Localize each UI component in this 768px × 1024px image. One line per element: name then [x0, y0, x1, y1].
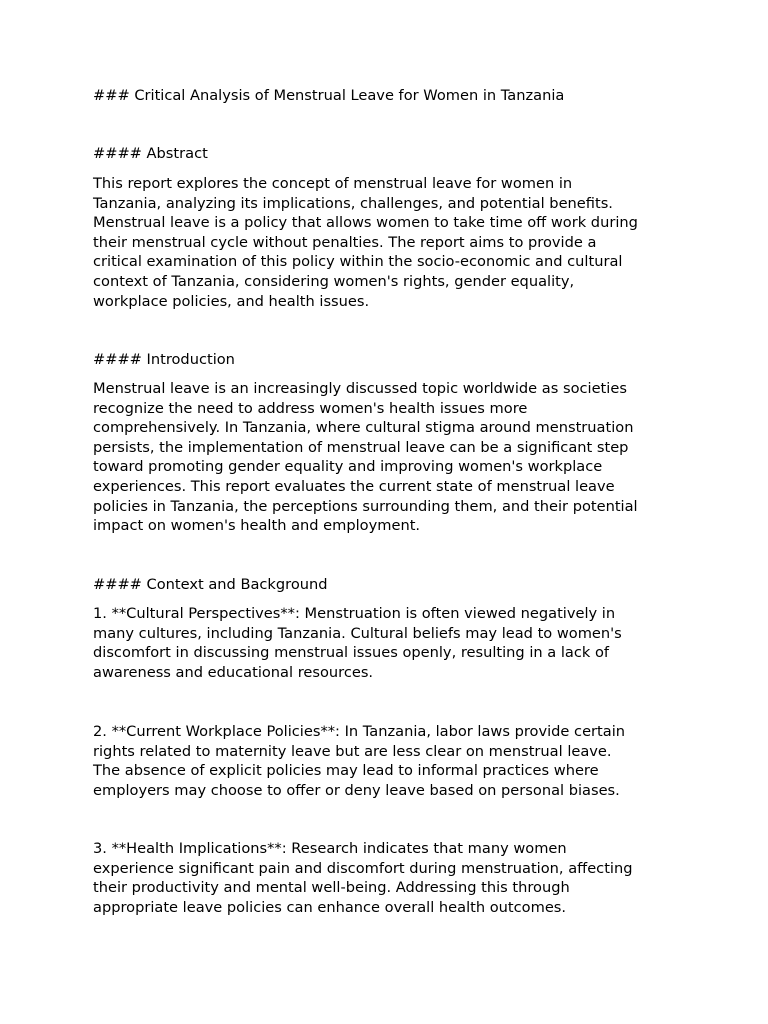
context-item-line: employers may choose to offer or deny leave based on personal biases. [93, 781, 620, 799]
context-heading: #### Context and Background [93, 576, 328, 593]
introduction-line: Menstrual leave is an increasingly discussed topic worldwide as societies [93, 380, 627, 397]
context-item-cultural-perspectives [93, 604, 693, 682]
context-item-workplace-policies [93, 722, 693, 800]
context-item-line: appropriate leave policies can enhance overall health outcomes. [93, 898, 567, 916]
introduction-heading: #### Introduction [93, 351, 235, 368]
context-item-line: discomfort in discussing menstrual issues openly, resulting in a lack of [93, 644, 610, 662]
abstract-line: workplace policies, and health issues. [93, 292, 370, 310]
introduction-line: comprehensively. In Tanzania, where cultural stigma around menstruation [93, 419, 634, 437]
abstract-line: their menstrual cycle without penalties. The report aims to provide a [93, 233, 597, 251]
context-item-line: awareness and educational resources. [93, 663, 374, 681]
context-item-line: experience significant pain and discomfort during menstruation, affecting [93, 859, 633, 877]
abstract-line: Tanzania, analyzing its implications, challenges, and potential benefits. [93, 194, 613, 212]
context-item-line: many cultures, including Tanzania. Cultural beliefs may lead to women's [93, 624, 622, 642]
abstract-paragraph [93, 174, 693, 311]
introduction-line: impact on women's health and employment. [93, 517, 421, 535]
introduction-line: policies in Tanzania, the perceptions surrounding them, and their potential [93, 497, 638, 515]
context-item-line: The absence of explicit policies may lead to informal practices where [93, 762, 599, 780]
context-item-health-implications [93, 839, 693, 917]
context-item-line: their productivity and mental well-being. Addressing this through [93, 879, 570, 897]
context-item-line: 2. **Current Workplace Policies**: In Tanzania, labor laws provide certain [93, 723, 626, 740]
abstract-line: context of Tanzania, considering women's rights, gender equality, [93, 272, 575, 290]
context-item-line: 1. **Cultural Perspectives**: Menstruation is often viewed negatively in [93, 605, 616, 622]
context-item-line: 3. **Health Implications**: Research indicates that many women [93, 840, 567, 857]
introduction-line: experiences. This report evaluates the current state of menstrual leave [93, 477, 615, 495]
introduction-line: toward promoting gender equality and improving women's workplace [93, 458, 603, 476]
abstract-line: Menstrual leave is a policy that allows women to take time off work during [93, 214, 638, 232]
document-title: ### Critical Analysis of Menstrual Leave for Women in Tanzania [93, 87, 565, 104]
abstract-heading: #### Abstract [93, 145, 208, 162]
abstract-line: This report explores the concept of menstrual leave for women in [93, 175, 573, 192]
introduction-paragraph [93, 379, 693, 536]
abstract-line: critical examination of this policy within the socio-economic and cultural [93, 253, 623, 271]
context-item-line: rights related to maternity leave but are less clear on menstrual leave. [93, 742, 612, 760]
introduction-line: recognize the need to address women's health issues more [93, 399, 528, 417]
introduction-line: persists, the implementation of menstrual leave can be a significant step [93, 438, 629, 456]
